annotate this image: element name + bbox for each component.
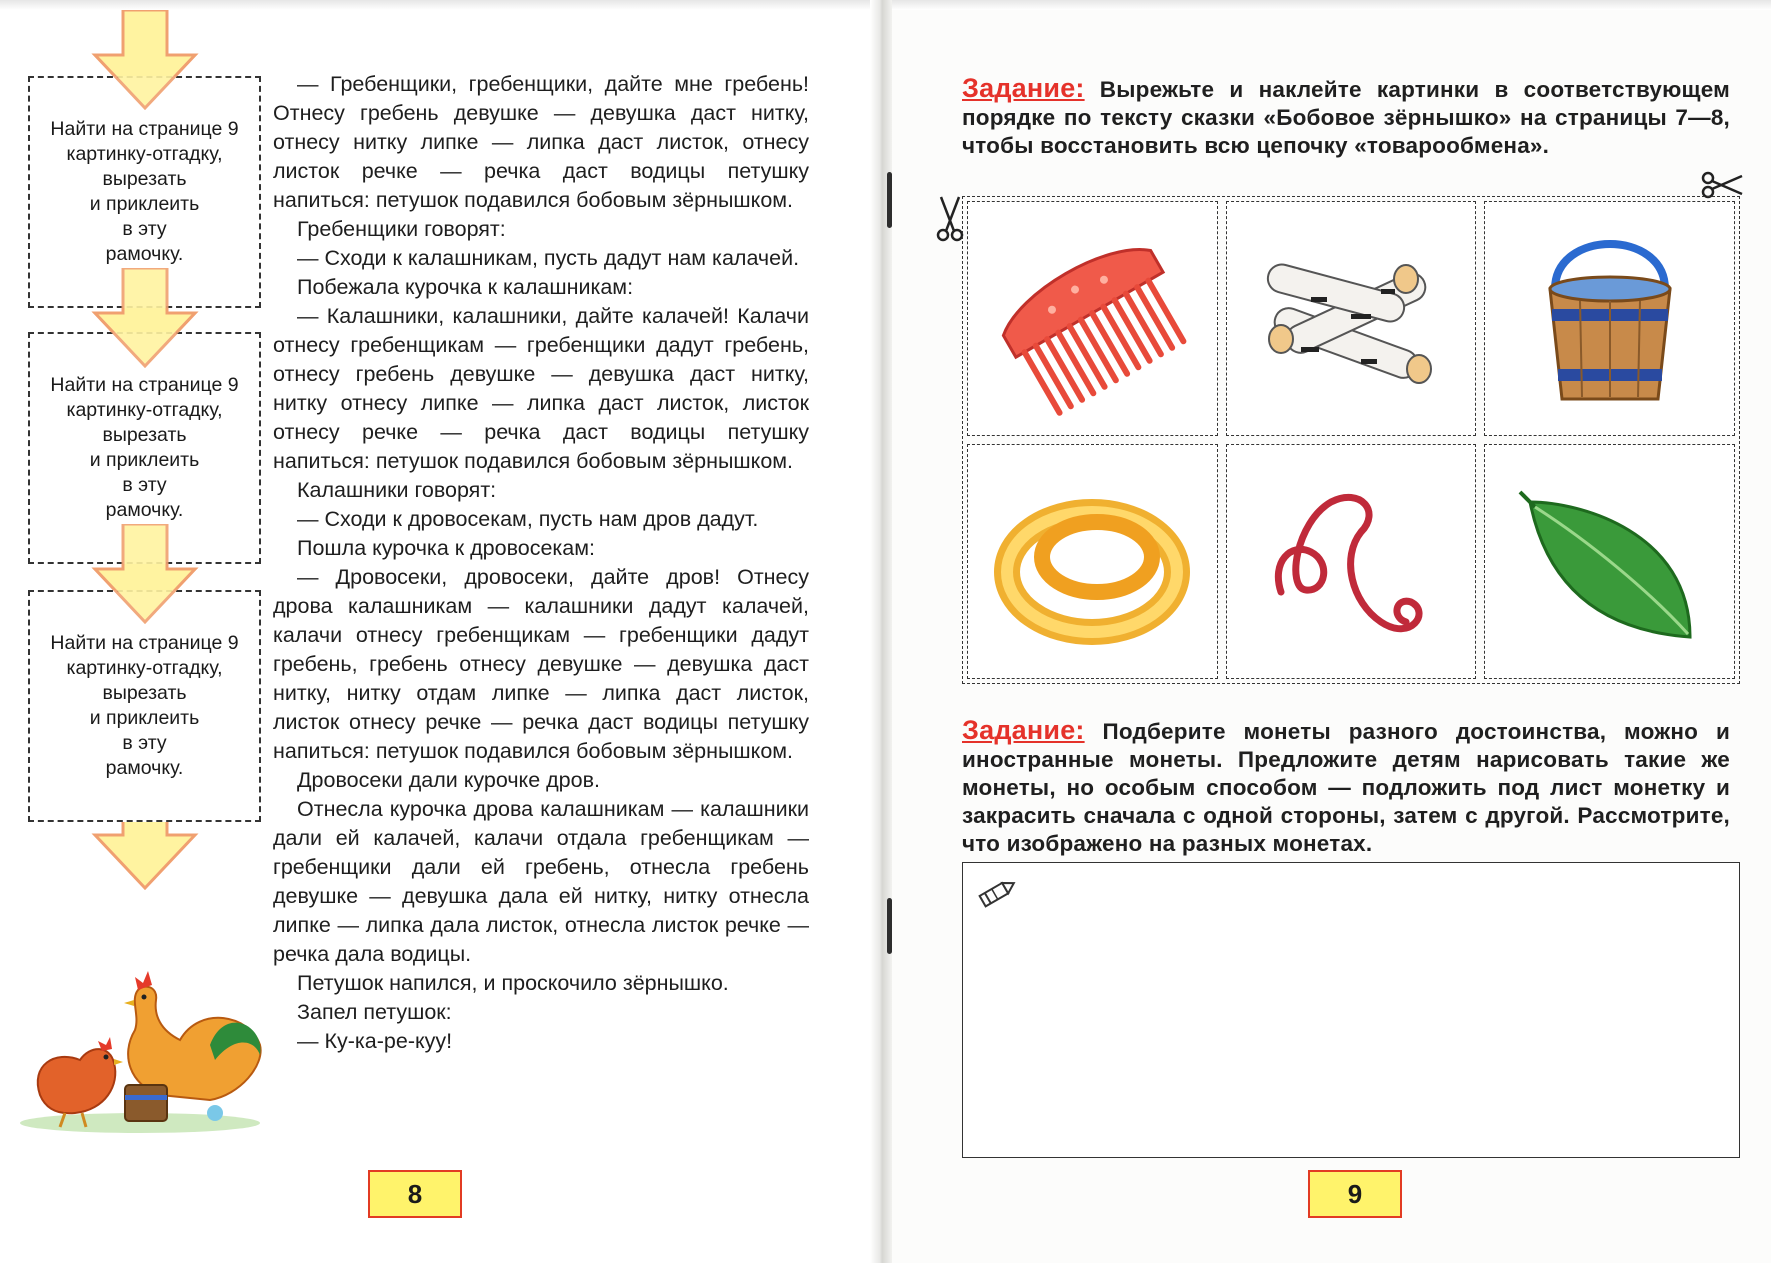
task-text: Подберите монеты разного достоинства, можно и иностранные монеты. Предложите детям нарисовать такие же монеты, но особым способом — подложить под лист монетку и закрасить сначала с одной стороны, затем с другой. Рассмотрите, что изображено на разных монетах. [962, 719, 1730, 856]
story-text [273, 70, 809, 1056]
story-paragraph: Калашники говорят: [297, 478, 497, 502]
story-paragraph: — Сходи к калашникам, пусть дадут нам калачей. [297, 246, 800, 270]
pencil-icon [975, 875, 1019, 913]
story-paragraph: — Дровосеки, дровосеки, дайте дров! Отнесу дрова калашникам — калашники дадут калачей, калачи отнесу гребенщикам — гребенщики дадут гребень, гребень отнесу девушке — девушка даст нитку, нитку отдам липке — липка даст листок, листок отнесу речке — речка даст водицы петушку напиться: петушок подавился бобовым зёрнышком. [273, 565, 809, 763]
leaf-icon [1500, 462, 1720, 662]
drawing-area[interactable] [962, 862, 1740, 1158]
story-paragraph: — Ку-ка-ре-куу! [297, 1029, 453, 1053]
page-number: 8 [368, 1170, 462, 1218]
cut-out-card[interactable] [1226, 444, 1477, 679]
arrow-down-icon [90, 10, 200, 110]
cut-out-card[interactable] [1484, 201, 1735, 436]
arrow-down-icon [90, 524, 200, 624]
paste-frame[interactable] [28, 590, 261, 822]
cut-out-card[interactable] [1226, 201, 1477, 436]
cut-out-card[interactable] [967, 201, 1218, 436]
story-paragraph: Отнесла курочка дрова калашникам — калашники дали ей калачей, калачи отдала гребенщикам — гребенщики дали ей гребень, отнесла гребень девушке — девушка дала ей нитку, нитку отнесла липке — липка дала листок, отнесла листок речке — речка дала водицы. [273, 797, 809, 966]
story-paragraph: — Гребенщики, гребенщики, дайте мне гребень! Отнесу гребень девушке — девушка даст нитку, отнесу нитку липке — липка даст листок, отнесу листок речке — речка даст водицы петушку напиться: петушок подавился бобовым зёрнышком. [273, 72, 809, 212]
cut-out-card[interactable] [1484, 444, 1735, 679]
story-paragraph: — Калашники, калашники, дайте калачей! Калачи отнесу гребенщикам — гребенщики дадут гребень, отнесу гребень девушке — девушка даст нитку, нитку отнесу липке — липка даст листок, листок отнесу речке — речка даст водицы петушку напиться: петушок подавился бобовым зёрнышком. [273, 304, 809, 473]
task-coins [962, 716, 1730, 858]
story-paragraph: Пошла курочка к дровосекам: [297, 536, 596, 560]
story-paragraph: Дровосеки дали курочке дров. [297, 768, 600, 792]
cut-out-pictures-grid [962, 196, 1740, 684]
page-top-shade [0, 0, 880, 10]
story-paragraph: — Сходи к дровосекам, пусть нам дров дадут. [297, 507, 759, 531]
task-text: Вырежьте и наклейте картинки в соответствующем порядке по тексту сказки «Бобовое зёрнышко» на страницы 7—8, чтобы восстановить всю цепочку «товарообмена». [962, 77, 1730, 158]
scissors-icon [935, 195, 965, 243]
page-number: 9 [1308, 1170, 1402, 1218]
firewood-icon [1241, 219, 1461, 419]
story-paragraph: Гребенщики говорят: [297, 217, 506, 241]
task-cut-paste [962, 74, 1730, 160]
bucket-icon [1500, 219, 1720, 419]
chickens-illustration-icon [10, 945, 270, 1135]
arrow-down-icon [90, 268, 200, 368]
thread-icon [1241, 462, 1461, 662]
task-label: Задание: [962, 73, 1085, 103]
paste-instruction: Найти на странице 9 картинку-отгадку, вырезать и приклеить в эту рамочку. [50, 374, 239, 521]
task-label: Задание: [962, 715, 1085, 745]
paste-instruction: Найти на странице 9 картинку-отгадку, вырезать и приклеить в эту рамочку. [50, 632, 239, 779]
comb-icon [982, 219, 1202, 419]
kalach-icon [982, 462, 1202, 662]
story-paragraph: Петушок напился, и проскочило зёрнышко. [297, 971, 729, 995]
cut-out-card[interactable] [967, 444, 1218, 679]
paste-instruction: Найти на странице 9 картинку-отгадку, вырезать и приклеить в эту рамочку. [50, 118, 239, 265]
left-page [0, 0, 880, 1263]
page-top-shade [892, 0, 1771, 10]
story-paragraph: Запел петушок: [297, 1000, 452, 1024]
story-paragraph: Побежала курочка к калашникам: [297, 275, 634, 299]
